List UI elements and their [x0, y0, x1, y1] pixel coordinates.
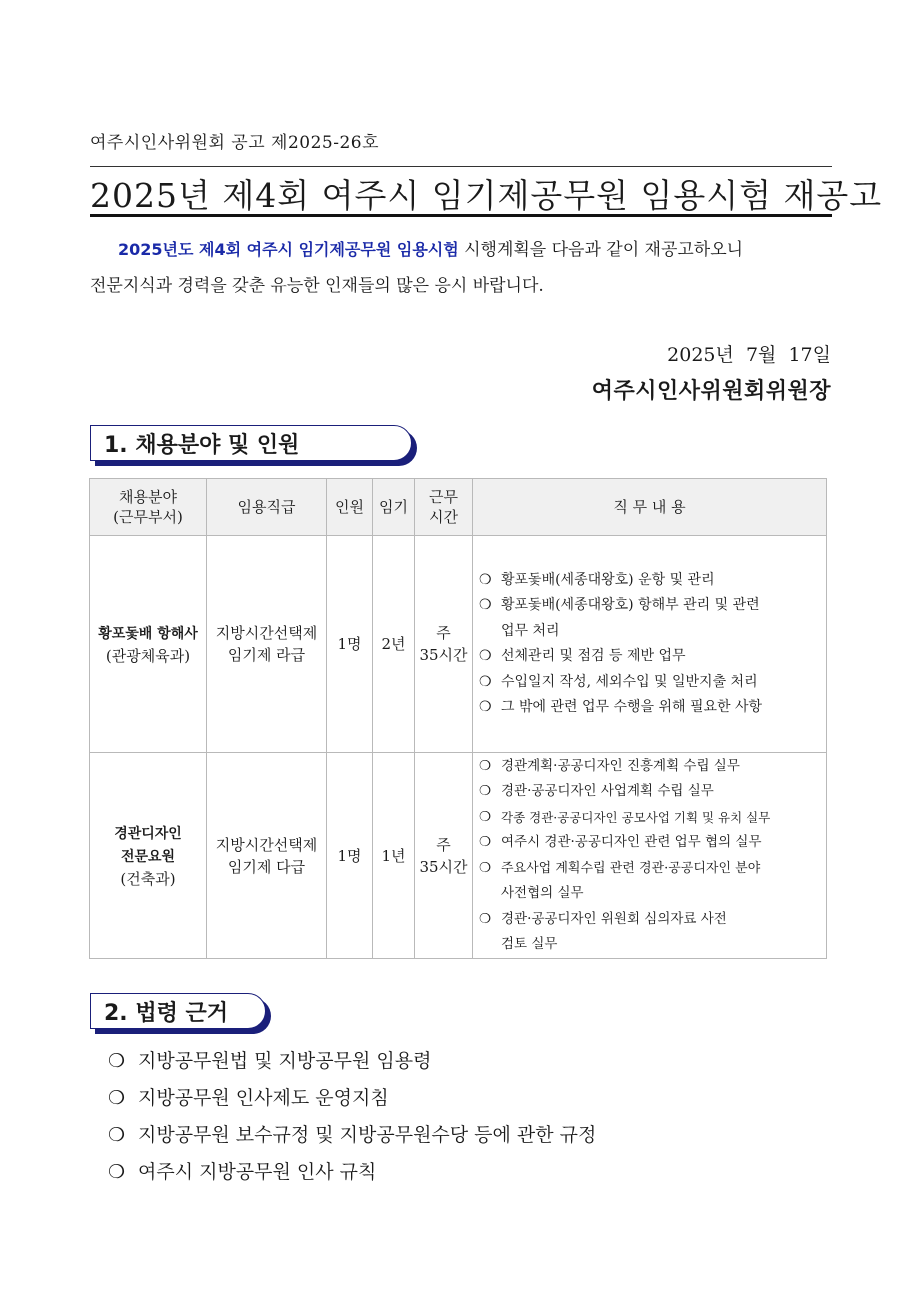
circle-bullet-icon: ❍ — [479, 808, 492, 825]
cell-field: 황포돛배 항해사 (관광체육과) — [90, 536, 207, 753]
list-item: ❍ 선체관리 및 점검 등 제반 업무 — [477, 644, 826, 670]
recruitment-table — [89, 478, 827, 959]
circle-bullet-icon: ❍ — [108, 1050, 126, 1072]
list-item: ❍ 여주시 경관·공공디자인 관련 업무 협의 실무 — [477, 830, 826, 856]
duty-list — [473, 568, 826, 721]
list-item: ❍ 여주시 지방공무원 인사 규칙 — [108, 1154, 596, 1191]
list-item: ❍ 각종 경관·공공디자인 공모사업 기획 및 유치 실무 — [477, 805, 826, 831]
list-item: ❍ 그 밖에 관련 업무 수행을 위해 필요한 사항 — [477, 695, 826, 721]
circle-bullet-icon: ❍ — [108, 1124, 126, 1146]
intro-line2: 전문지식과 경력을 갖춘 유능한 인재들의 많은 응시 바랍니다. — [90, 276, 544, 296]
cell-grade: 지방시간선택제 임기제 다급 — [207, 753, 327, 959]
cell-count: 1명 — [327, 753, 373, 959]
circle-bullet-icon: ❍ — [479, 834, 492, 850]
cell-grade: 지방시간선택제 임기제 라급 — [207, 536, 327, 753]
circle-bullet-icon: ❍ — [479, 757, 492, 774]
list-item: ❍ 지방공무원 보수규정 및 지방공무원수당 등에 관한 규정 — [108, 1117, 596, 1154]
list-item: ❍ 경관계획·공공디자인 진흥계획 수립 실무 — [477, 754, 826, 780]
page-title: 2025년 제4회 여주시 임기제공무원 임용시험 재공고 — [90, 176, 883, 215]
cell-term: 2년 — [373, 536, 415, 753]
section2-heading — [90, 993, 266, 1029]
intro-line1-rest: 시행계획을 다음과 같이 재공고하오니 — [458, 240, 744, 260]
list-item: ❍ 지방공무원 인사제도 운영지침 — [108, 1080, 596, 1117]
header-field: 채용분야 (근무부서) — [90, 479, 207, 536]
header-duties: 직 무 내 용 — [473, 479, 827, 536]
circle-bullet-icon: ❍ — [108, 1087, 126, 1109]
circle-bullet-icon: ❍ — [479, 910, 492, 927]
list-item: ❍ 황포돛배(세종대왕호) 운항 및 관리 — [477, 568, 826, 594]
list-item: ❍ 경관·공공디자인 사업계획 수립 실무 — [477, 779, 826, 805]
title-bottom-rule — [90, 214, 832, 217]
cell-count: 1명 — [327, 536, 373, 753]
cell-term: 1년 — [373, 753, 415, 959]
cell-hours: 주 35시간 — [415, 536, 473, 753]
header-hours: 근무 시간 — [415, 479, 473, 536]
list-item: ❍ 주요사업 계획수립 관련 경관·공공디자인 분야 사전협의 실무 — [477, 856, 826, 907]
section1-heading-label: 1. 채용분야 및 인원 — [104, 433, 300, 458]
cell-hours: 주 35시간 — [415, 753, 473, 959]
table-row — [90, 753, 827, 959]
table-row — [90, 536, 827, 753]
table-header-row — [90, 479, 827, 536]
header-count: 인원 — [327, 479, 373, 536]
intro-highlight: 2025년도 제4회 여주시 임기제공무원 임용시험 — [118, 240, 459, 259]
circle-bullet-icon: ❍ — [479, 597, 492, 613]
section1-heading — [90, 425, 412, 461]
cell-field: 경관디자인 전문요원 (건축과) — [90, 753, 207, 959]
circle-bullet-icon: ❍ — [479, 673, 492, 690]
header-grade: 임용직급 — [207, 479, 327, 536]
list-item: ❍ 수입일지 작성, 세외수입 및 일반지출 처리 — [477, 670, 826, 696]
circle-bullet-icon: ❍ — [108, 1161, 126, 1183]
header-term: 임기 — [373, 479, 415, 536]
circle-bullet-icon: ❍ — [479, 571, 492, 588]
section2-heading-label: 2. 법령 근거 — [104, 1001, 228, 1026]
notice-number: 여주시인사위원회 공고 제2025-26호 — [90, 133, 380, 153]
duty-list — [473, 754, 826, 958]
list-item: ❍ 경관·공공디자인 위원회 심의자료 사전 검토 실무 — [477, 907, 826, 958]
cell-duties — [473, 536, 827, 753]
notice-date: 2025년 7월 17일 — [667, 344, 831, 366]
list-item: ❍ 황포돛배(세종대왕호) 항해부 관리 및 관련 업무 처리 — [477, 593, 826, 644]
title-top-rule — [90, 166, 832, 167]
list-item: ❍ 지방공무원법 및 지방공무원 임용령 — [108, 1043, 596, 1080]
circle-bullet-icon: ❍ — [479, 859, 492, 876]
circle-bullet-icon: ❍ — [479, 783, 492, 799]
law-list — [108, 1043, 596, 1191]
cell-duties — [473, 753, 827, 959]
signer: 여주시인사위원회위원장 — [591, 379, 831, 404]
circle-bullet-icon: ❍ — [479, 699, 492, 715]
circle-bullet-icon: ❍ — [479, 648, 492, 664]
intro-paragraph — [90, 232, 832, 304]
